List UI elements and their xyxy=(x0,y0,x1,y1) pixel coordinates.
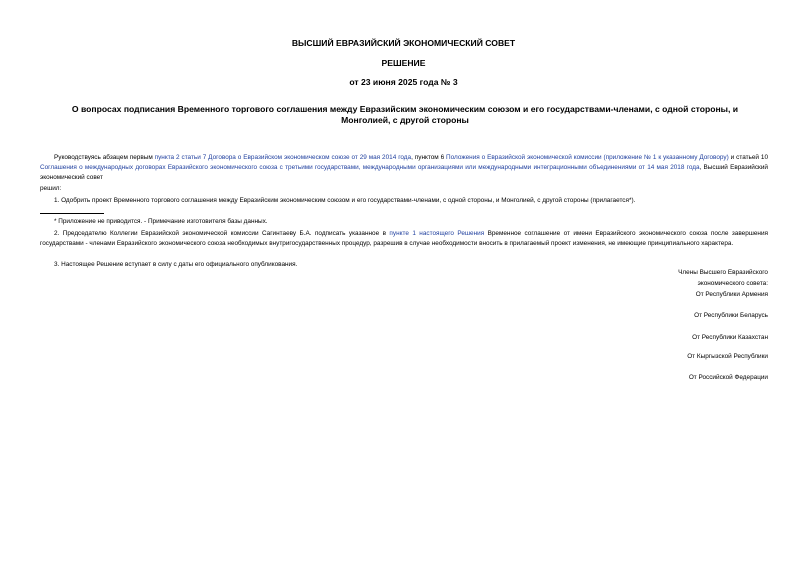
link-treaty-article-7[interactable]: пункта 2 статьи 7 Договора о Евразийском экономическом союзе от 29 мая 2014 года xyxy=(154,154,412,161)
decided-label: решил: xyxy=(40,185,62,192)
preamble-paragraph xyxy=(40,153,768,184)
signature-kazakhstan: От Республики Казахстан xyxy=(692,334,768,341)
document-title: О вопросах подписания Временного торгового соглашения между Евразийским экономическим союзом и его государствами-членами, с одной стороны, и Монголией, с другой стороны xyxy=(71,104,739,125)
footnote: * Приложение не приводится. - Примечание изготовителя базы данных. xyxy=(54,218,268,225)
document-type: РЕШЕНИЕ xyxy=(381,58,426,68)
item-2-lead: 2. Председателю Коллегии Евразийской экономической комиссии Сагинтаеву Б.А. подписать указанное в xyxy=(54,230,390,237)
item-1: 1. Одобрить проект Временного торгового соглашения между Евразийским экономическим союзом и его государствами-членами, с одной стороны, и Монголией, с другой стороны (прилагается*). xyxy=(54,197,636,204)
council-heading: ВЫСШИЙ ЕВРАЗИЙСКИЙ ЭКОНОМИЧЕСКИЙ СОВЕТ xyxy=(291,38,516,48)
link-commission-regulation[interactable]: Положения о Евразийской экономической комиссии (приложение № 1 к указанному Договору) xyxy=(446,154,729,161)
preamble-lead: Руководствуясь абзацем первым xyxy=(54,154,155,161)
signatures-line-2: экономического совета: xyxy=(697,279,768,287)
signature-armenia: От Республики Армения xyxy=(695,290,768,298)
link-agreement-international-treaties[interactable]: Соглашения о международных договорах Евразийского экономического союза с третьими государствами, международными организациями или международными интеграционными объединениями от 14 мая 2018 года xyxy=(40,164,700,172)
footnote-divider xyxy=(40,213,104,214)
preamble-mid-1: , пунктом 6 xyxy=(411,154,447,161)
signatures-header xyxy=(568,268,768,300)
signature-kyrgyzstan: От Кыргызской Республики xyxy=(687,353,768,360)
signature-belarus: От Республики Беларусь xyxy=(694,312,768,319)
preamble-mid-2: и статьей 10 xyxy=(728,154,769,161)
item-2-tail: Временное соглашение от имени Евразийского экономического союза после завершения государствами - членами Евразийского экономического союза необходимых внутригосударственных процедур, разрешив в случае необходимости вносить в прилагаемый проект изменения, не имеющие принципиального характера. xyxy=(40,230,768,248)
item-2 xyxy=(40,229,768,249)
link-point-1-decision[interactable]: пункте 1 настоящего Решения xyxy=(389,230,485,237)
item-3: 3. Настоящее Решение вступает в силу с даты его официального опубликования. xyxy=(54,261,298,268)
signature-russia: От Российской Федерации xyxy=(688,374,768,381)
preamble-tail: , Высший Евразийский экономический совет xyxy=(40,164,768,182)
signatures-line-1: Члены Высшего Евразийского xyxy=(678,269,768,276)
document-date-number: от 23 июня 2025 года № 3 xyxy=(349,77,458,87)
